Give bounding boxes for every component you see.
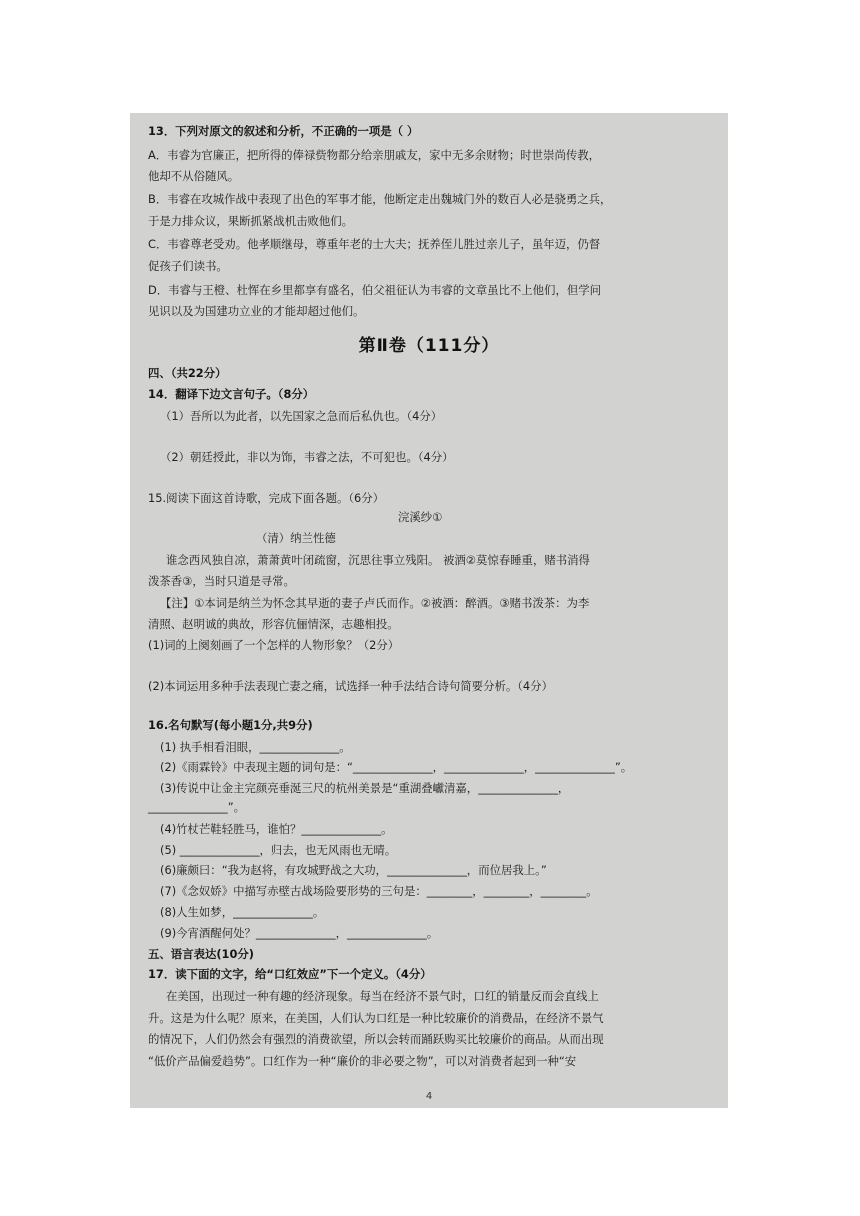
q16-item-3-line2: ______________”。 (148, 800, 246, 814)
q13-option-b-line2: 于是力排众议，果断抓紧战机击败他们。 (148, 214, 354, 228)
poem-line-1: 谁念西风独自凉，萧萧黄叶闭疏窗，沉思往事立残阳。 被酒②莫惊春睡重，赌书消得 (166, 553, 590, 567)
volume-two-heading: 第Ⅱ卷（111分） (358, 336, 500, 356)
section-five-heading: 五、语言表达(10分) (148, 947, 254, 961)
q15-stem: 15.阅读下面这首诗歌，完成下面各题。（6分） (148, 491, 385, 505)
q17-stem: 17．读下面的文字，给“口红效应”下一个定义。（4分） (148, 967, 432, 981)
q15-item-1: (1)词的上阕刻画了一个怎样的人物形象？（2分） (148, 638, 400, 652)
q13-option-d-line2: 见识以及为国建功立业的才能却超过他们。 (148, 304, 365, 318)
poem-line-2: 泼茶香③，当时只道是寻常。 (148, 574, 295, 588)
q16-item-4: (4)竹杖芒鞋轻胜马，谁怕？______________。 (160, 822, 393, 836)
q16-item-3-line1: (3)传说中让金主完颜亮垂涎三尺的杭州美景是“重湖叠巘清嘉，______________， (160, 781, 570, 795)
q13-option-c-line2: 促孩子们读书。 (148, 259, 228, 273)
q14-item-1: （1）吾所以为此者，以先国家之急而后私仇也。（4分） (160, 409, 443, 423)
q14-item-2: （2）朝廷授此，非以为饰，韦睿之法，不可犯也。（4分） (160, 450, 454, 464)
q16-item-7: (7)《念奴娇》中描写赤壁古战场险要形势的三句是：________，________，________。 (160, 884, 598, 898)
q17-passage-line-3: 的情况下，人们仍然会有强烈的消费欲望，所以会转而踊跃购买比较廉价的商品。从而出现 (148, 1032, 604, 1046)
exam-page-photo (130, 113, 728, 1108)
q13-stem: 13．下列对原文的叙述和分析，不正确的一项是（ ） (148, 124, 419, 138)
poem-note-line-2: 清照、赵明诚的典故，形容伉俪情深，志趣相投。 (148, 617, 399, 631)
q14-stem: 14．翻译下边文言句子。（8分） (148, 387, 315, 401)
q13-option-b-line1: B．韦睿在攻城作战中表现了出色的军事才能，他断定走出魏城门外的数百人必是骁勇之兵， (148, 192, 612, 206)
q16-item-5: (5) ______________，归去，也无风雨也无晴。 (160, 843, 397, 857)
q16-item-8: (8)人生如梦，______________。 (160, 905, 325, 919)
poem-author: （清）纳兰性德 (256, 531, 336, 545)
q16-item-9: (9)今宵酒醒何处？______________，______________。 (160, 926, 439, 940)
page-number: 4 (425, 1091, 433, 1102)
q17-passage-line-2: 升。这是为什么呢？原来，在美国，人们认为口红是一种比较廉价的消费品，在经济不景气 (148, 1011, 604, 1025)
q17-passage-line-1: 在美国，出现过一种有趣的经济现象。每当在经济不景气时，口红的销量反而会直线上 (166, 989, 599, 1003)
q16-item-6: (6)廉颇曰：“我为赵将，有攻城野战之大功，______________，而位居我上。” (160, 863, 547, 877)
q15-item-2: (2)本词运用多种手法表现亡妻之痛，试选择一种手法结合诗句简要分析。（4分） (148, 679, 553, 693)
q17-passage-line-4: “低价产品偏爱趋势”。口红作为一种“廉价的非必要之物”，可以对消费者起到一种“安 (148, 1054, 577, 1068)
q16-item-2: (2)《雨霖铃》中表现主题的词句是：“______________，______________，______________”。 (160, 760, 633, 774)
q13-option-c-line1: C．韦睿尊老受劝。他孝顺继母，尊重年老的士大夫；抚养侄儿胜过亲儿子，虽年迈，仍督 (148, 237, 601, 251)
section-four-heading: 四、（共22分） (148, 366, 227, 380)
poem-title: 浣溪纱① (398, 510, 443, 524)
q16-item-1: (1) 执手相看泪眼，______________。 (160, 740, 351, 754)
q13-option-a-line1: A．韦睿为官廉正，把所得的俸禄赀物都分给亲朋戚友，家中无多余财物；时世崇尚传教， (148, 148, 601, 162)
q16-stem: 16.名句默写(每小题1分,共9分) (148, 718, 313, 732)
q13-option-a-line2: 他却不从俗随风。 (148, 169, 240, 183)
poem-note-line-1: 【注】①本词是纳兰为怀念其早逝的妻子卢氏而作。②被酒：醉酒。③赌书泼茶：为李 (160, 596, 590, 610)
q13-option-d-line1: D．韦睿与王橙、杜恽在乡里都享有盛名，伯父祖征认为韦睿的文章虽比不上他们，但学问 (148, 283, 602, 297)
